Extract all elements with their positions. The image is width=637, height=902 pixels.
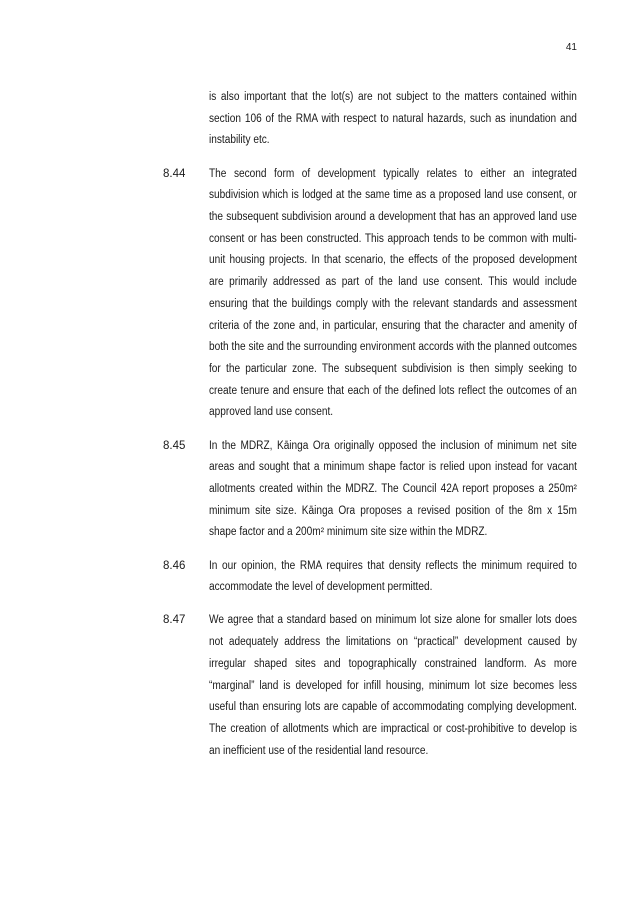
paragraph: [163, 164, 577, 424]
paragraph-number: 8.45: [163, 439, 186, 452]
paragraph-text: In the MDRZ, Kāinga Ora originally opposed the inclusion of minimum net site areas and sought that a minimum shape factor is relied upon instead for vacant allotments created within the MDRZ. The Council 42A report proposes a 250m² minimum site size. Kāinga Ora proposes a revised position of the 8m x 15m shape factor and a 200m² minimum site size within the MDRZ.: [209, 439, 577, 539]
paragraph: [163, 556, 577, 599]
paragraph-text: We agree that a standard based on minimum lot size alone for smaller lots does not adequately address the limitations on “practical” development caused by irregular shaped sites and topographically constrained landform. As more “marginal” land is developed for infill housing, minimum lot size becomes less useful than ensuring lots are capable of accommodating complying development. The creation of allotments which are impractical or cost-prohibitive to develop is an inefficient use of the residential land resource.: [209, 614, 577, 757]
paragraph-text: is also important that the lot(s) are not subject to the matters contained within section 106 of the RMA with respect to natural hazards, such as inundation and instability etc.: [209, 91, 577, 147]
paragraph-text: In our opinion, the RMA requires that density reflects the minimum required to accommodate the level of development permitted.: [209, 559, 577, 594]
paragraph: [163, 436, 577, 545]
page-number: 41: [565, 42, 577, 53]
paragraph-number: 8.44: [163, 167, 186, 180]
paragraph-text: The second form of development typically relates to either an integrated subdivision which is lodged at the same time as a proposed land use consent, or the subsequent subdivision around a development that has an approved land use consent or has been constructed. This approach tends to be common with multi-unit housing projects. In that scenario, the effects of the proposed development are primarily addressed as part of the land use consent. This would include ensuring that the buildings comply with the relevant standards and assessment criteria of the zone and, in particular, ensuring that the character and amenity of both the site and the surrounding environment accords with the planned outcomes for the particular zone. The subsequent subdivision is then simply seeking to create tenure and ensure that each of the defined lots reflect the outcomes of an approved land use consent.: [209, 167, 577, 419]
paragraph-number: 8.46: [163, 559, 186, 572]
paragraph: [163, 610, 577, 762]
paragraph: [163, 87, 577, 152]
document-body: [163, 87, 577, 774]
paragraph-number: 8.47: [163, 614, 186, 627]
